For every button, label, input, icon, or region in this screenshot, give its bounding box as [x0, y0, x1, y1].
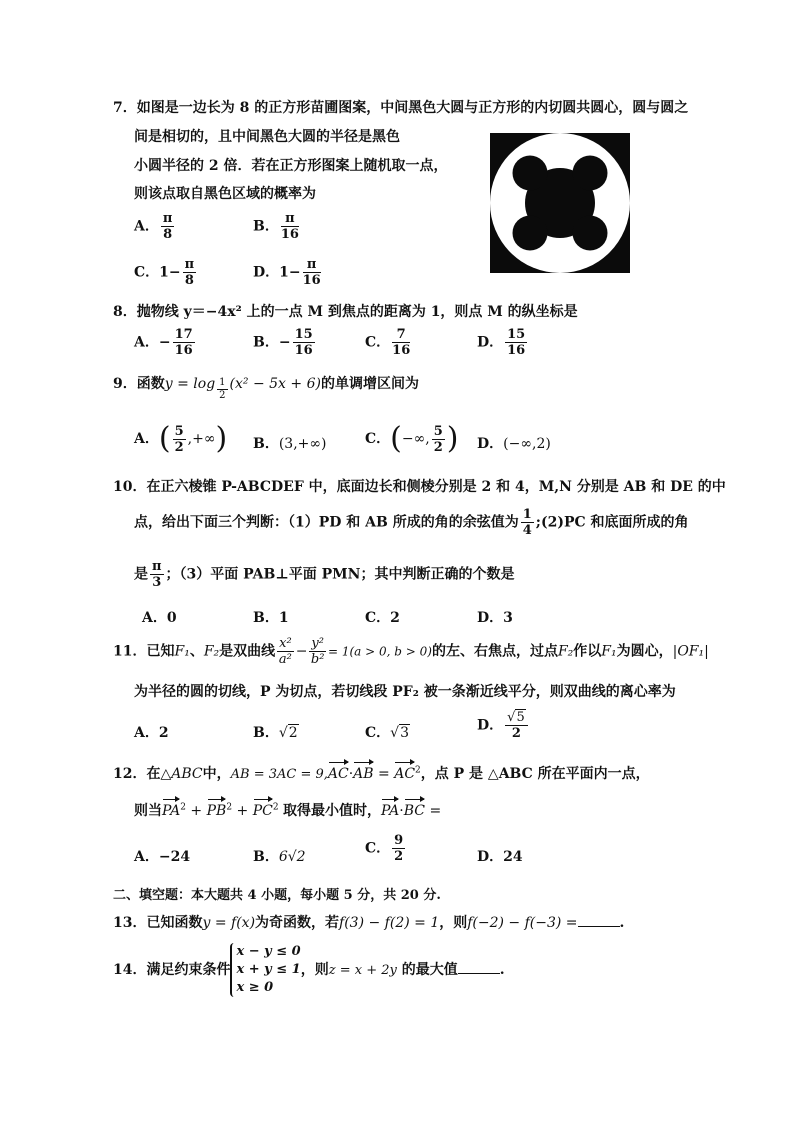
- q12-line2: 则当$PA^2 + PB^2 + PC^2$ 取得最小值时，PA·BC =: [134, 797, 441, 820]
- q9-option-b: B．(3,+∞): [253, 436, 327, 452]
- q10-option-d: D．3: [477, 610, 513, 626]
- q8-option-a: A．− $\frac{17}{16}$: [134, 327, 193, 358]
- q14-answer-blank: [458, 961, 500, 974]
- q8-stem: 8．抛物线 y＝−4x² 上的一点 M 到焦点的距离为 1，则点 M 的纵坐标是: [113, 304, 578, 320]
- q9-stem: 9．函数y = log $\frac{1}{2}$ (x² − 5x + 6)的单调增区间为: [113, 376, 419, 401]
- q9-option-a: A．( $\frac{5}{2}$ ,+∞): [134, 421, 228, 456]
- q9-option-d: D．(−∞,2): [477, 436, 551, 452]
- q7-line2: 间是相切的，且中间黑色大圆的半径是黑色: [134, 129, 400, 145]
- q11-option-d: D． $\frac{√5}{2}$: [477, 711, 530, 740]
- q10-line3: 是 $\frac{\pi}{3}$ ；（3）平面 PAB⊥平面 PMN；其中判断正确的个数是: [134, 559, 515, 590]
- q12-option-d: D．24: [477, 849, 523, 865]
- q11-option-c: C．√3: [365, 725, 409, 741]
- q7-option-a: A． $\frac{\pi}{8}$: [134, 211, 173, 242]
- square-garden-figure: [490, 133, 630, 273]
- q10-option-c: C．2: [365, 610, 400, 626]
- q10-line1: 10．在正六棱锥 P-ABCDEF 中，底面边长和侧棱分别是 2 和 4，M,N 分别是 AB 和 DE 的中: [113, 479, 726, 495]
- q13-answer-blank: [578, 914, 620, 927]
- q14-stem: 14．满足约束条件 x − y ≤ 0 x + y ≤ 1 x ≥ 0 ，则z = x + 2y 的最大值 .: [113, 944, 505, 995]
- q8-option-c: C． $\frac{7}{16}$: [365, 327, 411, 358]
- section-fill-in-heading: 二、填空题：本大题共 4 小题，每小题 5 分，共 20 分.: [113, 888, 441, 903]
- q7-line4: 则该点取自黑色区域的概率为: [134, 186, 316, 202]
- q9-option-c: C．(−∞, $\frac{5}{2}$ ): [365, 421, 459, 456]
- q7-line1: 7．如图是一边长为 8 的正方形苗圃图案，中间黑色大圆与正方形的内切圆共圆心，圆与圆之: [113, 100, 689, 116]
- q11-option-a: A．2: [134, 725, 169, 741]
- q8-option-d: D． $\frac{15}{16}$: [477, 327, 526, 358]
- q12-option-c: C． $\frac{9}{2}$: [365, 833, 404, 864]
- q7-option-c: C．1− $\frac{\pi}{8}$: [134, 257, 195, 288]
- q7-line3: 小圆半径的 2 倍．若在正方形图案上随机取一点，: [134, 158, 448, 174]
- q12-option-a: A．−24: [134, 849, 191, 865]
- q7-option-b: B． $\frac{\pi}{16}$: [253, 211, 299, 242]
- q10-line2: 点，给出下面三个判断：（1）PD 和 AB 所成的角的余弦值为 $\frac{1}{4}$ ;(2)PC 和底面所成的角: [134, 507, 689, 538]
- q11-line2: 为半径的圆的切线，P 为切点，若切线段 PF₂ 被一条渐近线平分，则双曲线的离心率为: [134, 684, 676, 700]
- q11-line1: 11．已知F₁、F₂是双曲线 $\frac{\text{x²}}{\text{a²}}$ − $\frac{\text{y²}}{\text{b²}}$ = 1(a > 0, b > 0)的左、右焦点，过点F₂作以F₁为圆心，|OF₁|: [113, 636, 709, 667]
- q10-option-a: A．0: [142, 610, 177, 626]
- q10-option-b: B．1: [253, 610, 289, 626]
- q11-option-b: B．√2: [253, 725, 298, 741]
- q7-option-d: D．1− $\frac{\pi}{16}$: [253, 257, 321, 288]
- constraint-system: x − y ≤ 0 x + y ≤ 1 x ≥ 0: [230, 943, 300, 997]
- q12-line1: 12．在△ABC中，AB = $3AC = 9,AC\cdot AB = AC^2$，点 P 是 △ABC 所在平面内一点，: [113, 760, 650, 783]
- q12-option-b: B．6√2: [253, 849, 306, 865]
- q13-stem: 13．已知函数y = f(x)为奇函数，若f(3) − f(2) = 1，则f(−2) − f(−3) = .: [113, 915, 625, 931]
- q8-option-b: B．− $\frac{15}{16}$: [253, 327, 313, 358]
